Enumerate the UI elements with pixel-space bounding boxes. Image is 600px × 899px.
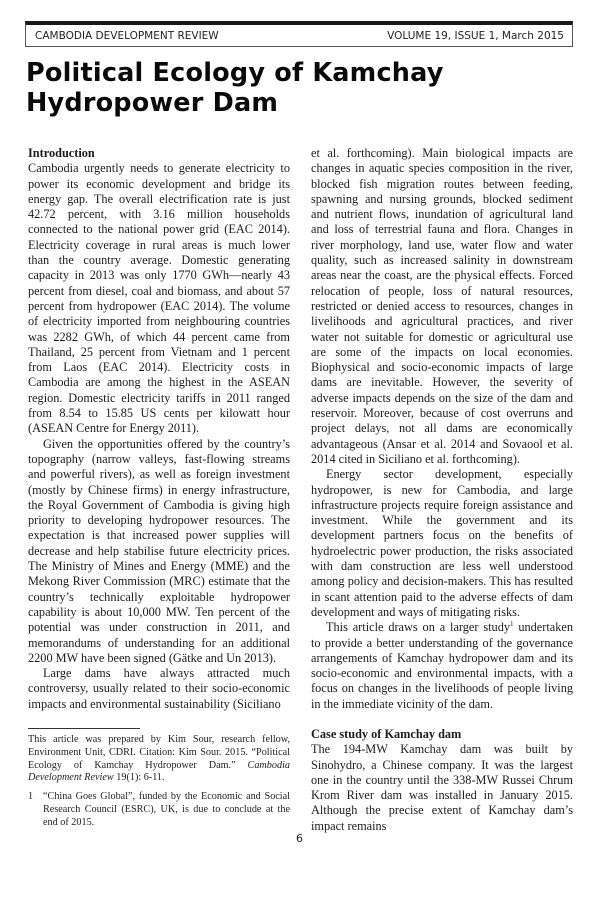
paragraph-study — [311, 620, 573, 712]
footnotes — [28, 734, 290, 830]
paragraph-large-dams-text: Large dams have always attracted much controversy, usually related to their socio-economic impacts and environmental sustainability (Siciliano — [28, 666, 290, 711]
study-text-after: undertaken to provide a better understanding of the governance arrangements of Kamchay hydropower dam and its socio-economic and environmental impacts, with a focus on changes in the livelihoods of people living in the immediate vicinity of the dam. — [311, 620, 573, 711]
author-note-tail: 19(1): 6-11. — [113, 772, 165, 784]
column-right — [311, 146, 573, 834]
paragraph-large-dams — [28, 666, 290, 712]
paragraph-hydropower-priority: Given the opportunities offered by the country’s topography (narrow valleys, fast-flowing streams and powerful rivers), as well as foreign investment (mostly by Chinese firms) in energy infrastructure, the Royal Government of Cambodia is giving high priority to developing hydropower resources. The expectation is that increased power supplies will decrease and help stabilise future electricity prices. The Ministry of Mines and Energy (MME) and the Mekong River Commission (MRC) estimate that the country’s technically exploitable hydropower capability is about 10,000 MW. Ten percent of the potential was under construction in 2011, and memorandums of understanding for an additional 2200 MW have been signed (Gätke and Un 2013). — [28, 436, 290, 665]
author-note — [28, 734, 290, 785]
page-number: 6 — [296, 832, 303, 845]
paragraph-large-dams-continued — [311, 146, 573, 467]
footnote-text: “China Goes Global”, funded by the Economic and Social Research Council (ESRC), UK, is due to conclude at the end of 2015. — [43, 791, 290, 828]
section-heading-case-study: Case study of Kamchay dam — [311, 726, 462, 741]
paragraph-large-dams-continued-text: et al. forthcoming). Main biological impacts are changes in aquatic species composition in the river, blocked fish migration routes between feeding, spawning and nursing grounds, blocked sediment and nutrient flows, inundation of agricultural land and loss of terrestrial fauna and flora. Changes in river morphology, land use, water flow and water quality, such as increased salinity in downstream areas near the coast, are the physical effects. Forced relocation of people, loss of natural resources, restricted or denied access to resources, changes in livelihoods and agricultural practices, and river water not suitable for domestic or agricultural use are some of the impacts on local economies. Biophysical and socio-economic impacts of large dams are inevitable. However, the severity of adverse impacts depends on the size of the dam and reservoir. Moreover, because of cost overruns and project delays, not all dams are economically advantageous (Ansar et al. 2014 and Sovaool et al. 2014 cited in Siciliano et al. forthcoming). — [311, 146, 573, 466]
article-title: Political Ecology of Kamchay Hydropower Dam — [26, 58, 444, 118]
footnote-divider — [28, 728, 140, 729]
running-header — [25, 21, 573, 47]
column-left — [28, 146, 290, 712]
study-text-before: This article draws on a larger study — [326, 620, 510, 635]
paragraph-energy-sector: Energy sector development, especially hydropower, is new for Cambodia, and large infrastructure projects require foreign assistance and investment. While the government and its development partners focus on the benefits of hydroelectric power production, the risks associated with dam construction are less well understood among policy and decision-makers. This has resulted in scant attention paid to the adverse effects of dam development and ways of mitigating risks. — [311, 467, 573, 619]
section-heading-introduction: Introduction — [28, 146, 95, 160]
issue-info: VOLUME 19, ISSUE 1, March 2015 — [387, 29, 564, 42]
footnote-ref-1[interactable]: 1 — [510, 620, 514, 629]
paragraph-case-study: The 194-MW Kamchay dam was built by Sinohydro, a Chinese company. It was the largest one in the country until the 338-MW Russei Chrum Krom River dam was installed in January 2015. Although the precise extent of Kamchay dam’s impact remains — [311, 742, 573, 833]
footnote-number: 1 — [28, 791, 34, 803]
paragraph-electricity: Cambodia urgently needs to generate electricity to power its economic development and bridge its energy gap. The overall electrification rate is just 42.72 percent, with 3.16 million households connected to the national power grid (EAC 2014). Electricity coverage in rural areas is much lower than the country average. Domestic generating capacity in 2013 was only 1770 GWh—nearly 43 percent from diesel, coal and biomass, and about 57 percent from hydropower (EAC 2014). The volume of electricity imported from neighbouring countries was 2282 GWh, of which 44 percent came from Thailand, 25 percent from Vietnam and 1 percent from Laos (EAC 2014). Electricity costs in Cambodia are among the highest in the ASEAN region. Domestic electricity tariffs in 2011 ranged from 8.54 to 15.85 US cents per kilowatt hour (ASEAN Centre for Energy 2011). — [28, 161, 290, 436]
author-note-text: This article was prepared by Kim Sour, research fellow, Environment Unit, CDRI. Citation: Kim Sour. 2015. “Political Ecology of Kamchay Hydropower Dam.” — [28, 734, 290, 771]
footnote-item — [28, 791, 290, 829]
journal-name: CAMBODIA DEVELOPMENT REVIEW — [35, 29, 219, 42]
author-note-journal: Cambodia Development Review — [28, 759, 290, 784]
